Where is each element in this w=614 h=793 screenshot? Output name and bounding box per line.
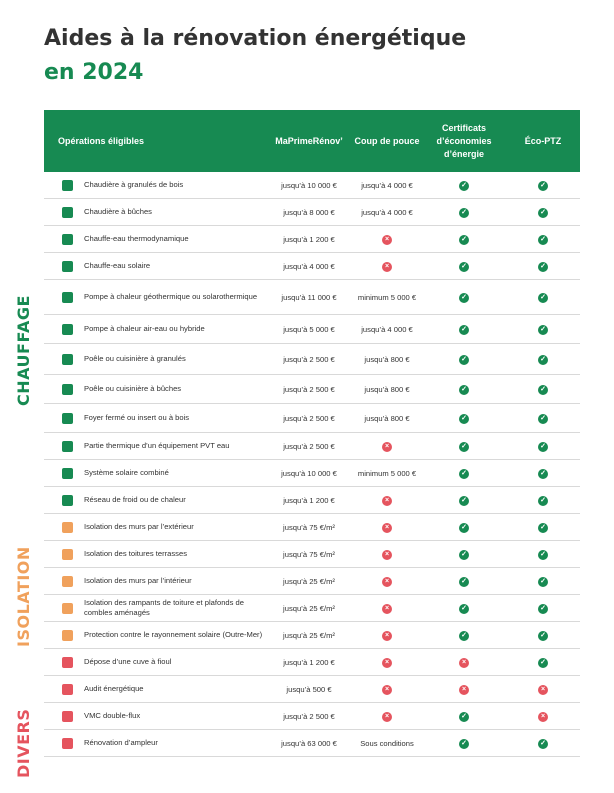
- cross-icon: ×: [382, 523, 392, 533]
- magnifier-icon: [50, 684, 84, 695]
- operation-label: Pompe à chaleur géothermique ou solarothermique: [84, 292, 258, 301]
- eco-ptz-cell: [506, 234, 580, 245]
- check-icon: ✓: [538, 181, 548, 191]
- category-chauffage: CHAUFFAGE: [14, 295, 33, 406]
- check-icon: ✓: [538, 414, 548, 424]
- operation-label: Chaudière à granulés de bois: [84, 180, 184, 189]
- cee-cell: [422, 384, 506, 395]
- check-icon: ✓: [538, 739, 548, 749]
- check-icon: ✓: [459, 604, 469, 614]
- check-icon: ✓: [459, 355, 469, 365]
- cee-cell: [422, 495, 506, 506]
- eco-ptz-cell: [506, 384, 580, 395]
- check-icon: ✓: [538, 523, 548, 533]
- table-row: [44, 622, 580, 649]
- operation-cell: [44, 207, 266, 218]
- cee-cell: [422, 630, 506, 641]
- pellet-boiler-icon: [50, 180, 84, 191]
- cee-cell: [422, 413, 506, 424]
- eco-ptz-cell: [506, 495, 580, 506]
- table-row: [44, 703, 580, 730]
- cross-icon: ×: [382, 550, 392, 560]
- table-header: [44, 110, 580, 172]
- eco-ptz-cell: [506, 354, 580, 365]
- ventilation-icon: [50, 711, 84, 722]
- table-row: [44, 172, 580, 199]
- operation-label: Pompe à chaleur air-eau ou hybride: [84, 324, 205, 333]
- eco-ptz-cell: [506, 261, 580, 272]
- cee-cell: [422, 180, 506, 191]
- eco-ptz-cell: [506, 324, 580, 335]
- operation-label: Isolation des murs par l’intérieur: [84, 576, 192, 585]
- table-row: [44, 487, 580, 514]
- mpr-cell: jusqu’à 5 000 €: [283, 324, 335, 334]
- check-icon: ✓: [538, 325, 548, 335]
- coup-de-pouce-cell: jusqu’à 4 000 €: [361, 207, 413, 217]
- eco-ptz-cell: [506, 468, 580, 479]
- operation-cell: [44, 261, 266, 272]
- solar-panel-icon: [50, 261, 84, 272]
- coup-de-pouce-cell: [352, 234, 422, 245]
- coup-de-pouce-cell: [352, 441, 422, 452]
- table-row: [44, 433, 580, 460]
- operation-label: Audit énergétique: [84, 684, 144, 693]
- table-row: [44, 595, 580, 622]
- cee-cell: [422, 549, 506, 560]
- table-row: [44, 404, 580, 433]
- mpr-cell: jusqu’à 2 500 €: [283, 384, 335, 394]
- cross-icon: ×: [382, 712, 392, 722]
- log-stove-icon: [50, 384, 84, 395]
- mpr-cell: jusqu’à 2 500 €: [283, 441, 335, 451]
- operation-cell: [44, 468, 266, 479]
- pellet-stove-icon: [50, 354, 84, 365]
- check-icon: ✓: [459, 181, 469, 191]
- operation-label: Poêle ou cuisinière à granulés: [84, 354, 186, 363]
- mpr-cell: jusqu’à 1 200 €: [283, 495, 335, 505]
- operation-cell: [44, 441, 266, 452]
- eco-ptz-cell: [506, 549, 580, 560]
- eco-ptz-cell: [506, 630, 580, 641]
- mpr-cell: jusqu’à 1 200 €: [283, 657, 335, 667]
- fan-icon: [50, 324, 84, 335]
- sun-icon: [50, 630, 84, 641]
- operation-cell: [44, 711, 266, 722]
- cee-cell: [422, 738, 506, 749]
- pvt-panel-icon: [50, 441, 84, 452]
- operation-cell: [44, 738, 266, 749]
- cross-icon: ×: [382, 235, 392, 245]
- operation-label: Isolation des murs par l’extérieur: [84, 522, 194, 531]
- eco-ptz-cell: [506, 711, 580, 722]
- check-icon: ✓: [459, 496, 469, 506]
- operation-label: Chaudière à bûches: [84, 207, 152, 216]
- cross-icon: ×: [382, 631, 392, 641]
- cee-cell: [422, 576, 506, 587]
- check-icon: ✓: [459, 293, 469, 303]
- check-icon: ✓: [538, 355, 548, 365]
- operation-cell: [44, 549, 266, 560]
- eco-ptz-cell: [506, 180, 580, 191]
- cee-cell: [422, 261, 506, 272]
- operation-cell: [44, 598, 266, 618]
- table-row: [44, 280, 580, 315]
- wall-insulation-icon: [50, 576, 84, 587]
- operation-cell: [44, 576, 266, 587]
- check-icon: ✓: [538, 262, 548, 272]
- check-icon: ✓: [538, 469, 548, 479]
- cee-cell: [422, 657, 506, 668]
- mpr-cell: jusqu’à 500 €: [286, 684, 332, 694]
- check-icon: ✓: [538, 385, 548, 395]
- check-icon: ✓: [538, 631, 548, 641]
- mpr-cell: jusqu’à 63 000 €: [281, 738, 337, 748]
- operation-label: Rénovation d’ampleur: [84, 738, 158, 747]
- mpr-cell: jusqu’à 8 000 €: [283, 207, 335, 217]
- coup-de-pouce-cell: jusqu’à 4 000 €: [361, 324, 413, 334]
- operation-cell: [44, 292, 266, 303]
- cee-cell: [422, 354, 506, 365]
- title-line-1: Aides à la rénovation énergétique: [44, 26, 467, 51]
- eco-ptz-cell: [506, 657, 580, 668]
- operation-label: Foyer fermé ou insert ou à bois: [84, 413, 190, 422]
- table-row: [44, 253, 580, 280]
- check-icon: ✓: [538, 604, 548, 614]
- header-mpr: MaPrimeRénov’: [275, 135, 343, 146]
- coup-de-pouce-cell: [352, 261, 422, 272]
- check-icon: ✓: [538, 577, 548, 587]
- cee-cell: [422, 207, 506, 218]
- mpr-cell: jusqu’à 25 €/m²: [283, 576, 335, 586]
- cross-icon: ×: [382, 442, 392, 452]
- mpr-cell: jusqu’à 2 500 €: [283, 354, 335, 364]
- header-cee: Certificats d’économies d’énergie: [436, 122, 492, 159]
- check-icon: ✓: [538, 550, 548, 560]
- operation-cell: [44, 630, 266, 641]
- cross-icon: ×: [382, 658, 392, 668]
- check-icon: ✓: [538, 442, 548, 452]
- solar-system-icon: [50, 468, 84, 479]
- check-icon: ✓: [459, 414, 469, 424]
- operation-label: Isolation des rampants de toiture et plafonds de combles aménagés: [84, 598, 244, 617]
- coup-de-pouce-cell: [352, 684, 422, 695]
- check-icon: ✓: [459, 550, 469, 560]
- operation-label: Dépose d’une cuve à fioul: [84, 657, 172, 666]
- heat-pump-icon: [50, 292, 84, 303]
- coup-de-pouce-cell: jusqu’à 800 €: [364, 413, 410, 423]
- mpr-cell: jusqu’à 25 €/m²: [283, 603, 335, 613]
- cross-icon: ×: [538, 685, 548, 695]
- coup-de-pouce-cell: Sous conditions: [360, 738, 414, 748]
- aides-table: [44, 110, 580, 757]
- mpr-cell: jusqu’à 75 €/m²: [283, 549, 335, 559]
- check-icon: ✓: [459, 208, 469, 218]
- operation-label: Chauffe-eau thermodynamique: [84, 234, 189, 243]
- roof-insulation-icon: [50, 549, 84, 560]
- mpr-cell: jusqu’à 10 000 €: [281, 180, 337, 190]
- table-row: [44, 460, 580, 487]
- check-icon: ✓: [538, 496, 548, 506]
- eco-ptz-cell: [506, 576, 580, 587]
- table-row: [44, 375, 580, 404]
- table-row: [44, 649, 580, 676]
- oil-drops-icon: [50, 657, 84, 668]
- check-icon: ✓: [459, 469, 469, 479]
- coup-de-pouce-cell: [352, 495, 422, 506]
- category-divers: DIVERS: [14, 708, 33, 778]
- house-renovation-icon: [50, 738, 84, 749]
- coup-de-pouce-cell: [352, 576, 422, 587]
- coup-de-pouce-cell: [352, 630, 422, 641]
- check-icon: ✓: [459, 442, 469, 452]
- coup-de-pouce-cell: [352, 549, 422, 560]
- operation-label: Isolation des toitures terrasses: [84, 549, 187, 558]
- coup-de-pouce-cell: minimum 5 000 €: [357, 292, 417, 302]
- table-row: [44, 541, 580, 568]
- operation-cell: [44, 324, 266, 335]
- operation-cell: [44, 684, 266, 695]
- coup-de-pouce-cell: minimum 5 000 €: [357, 468, 417, 478]
- operation-label: Chauffe-eau solaire: [84, 261, 151, 270]
- check-icon: ✓: [459, 577, 469, 587]
- operation-label: Poêle ou cuisinière à bûches: [84, 384, 182, 393]
- operation-cell: [44, 495, 266, 506]
- check-icon: ✓: [459, 712, 469, 722]
- operation-cell: [44, 234, 266, 245]
- cee-cell: [422, 292, 506, 303]
- operation-cell: [44, 522, 266, 533]
- cross-icon: ×: [382, 604, 392, 614]
- coup-de-pouce-cell: [352, 657, 422, 668]
- pipe-network-icon: [50, 495, 84, 506]
- check-icon: ✓: [459, 739, 469, 749]
- coup-de-pouce-cell: jusqu’à 800 €: [364, 354, 410, 364]
- table-row: [44, 226, 580, 253]
- table-row: [44, 199, 580, 226]
- eco-ptz-cell: [506, 207, 580, 218]
- cee-cell: [422, 468, 506, 479]
- mpr-cell: jusqu’à 11 000 €: [281, 292, 337, 302]
- check-icon: ✓: [459, 235, 469, 245]
- cee-cell: [422, 324, 506, 335]
- check-icon: ✓: [459, 325, 469, 335]
- mpr-cell: jusqu’à 4 000 €: [283, 261, 335, 271]
- mpr-cell: jusqu’à 75 €/m²: [283, 522, 335, 532]
- coup-de-pouce-cell: jusqu’à 800 €: [364, 384, 410, 394]
- check-icon: ✓: [538, 293, 548, 303]
- cross-icon: ×: [382, 496, 392, 506]
- check-icon: ✓: [538, 208, 548, 218]
- header-coup-de-pouce: Coup de pouce: [354, 135, 420, 146]
- cee-cell: [422, 441, 506, 452]
- coup-de-pouce-cell: jusqu’à 4 000 €: [361, 180, 413, 190]
- cross-icon: ×: [382, 685, 392, 695]
- cee-cell: [422, 603, 506, 614]
- mpr-cell: jusqu’à 25 €/m²: [283, 630, 335, 640]
- table-body: [44, 172, 580, 757]
- operation-label: Protection contre le rayonnement solaire (Outre-Mer): [84, 630, 263, 639]
- check-icon: ✓: [459, 631, 469, 641]
- operation-cell: [44, 384, 266, 395]
- table-row: [44, 676, 580, 703]
- cee-cell: [422, 522, 506, 533]
- operation-label: Système solaire combiné: [84, 468, 169, 477]
- check-icon: ✓: [459, 262, 469, 272]
- header-operations: Opérations éligibles: [58, 135, 145, 146]
- coup-de-pouce-cell: [352, 603, 422, 614]
- header-eco-ptz: Éco-PTZ: [524, 135, 562, 146]
- mpr-cell: jusqu’à 2 500 €: [283, 711, 335, 721]
- eco-ptz-cell: [506, 413, 580, 424]
- mpr-cell: jusqu’à 2 500 €: [283, 413, 335, 423]
- attic-insulation-icon: [50, 603, 84, 614]
- cross-icon: ×: [459, 685, 469, 695]
- coup-de-pouce-cell: [352, 522, 422, 533]
- mpr-cell: jusqu’à 1 200 €: [283, 234, 335, 244]
- operation-cell: [44, 413, 266, 424]
- check-icon: ✓: [538, 235, 548, 245]
- table-row: [44, 344, 580, 375]
- fireplace-icon: [50, 413, 84, 424]
- category-isolation: ISOLATION: [14, 546, 33, 647]
- log-boiler-icon: [50, 207, 84, 218]
- check-icon: ✓: [459, 385, 469, 395]
- cross-icon: ×: [538, 712, 548, 722]
- page-title: [44, 22, 466, 90]
- cee-cell: [422, 684, 506, 695]
- house-insulation-icon: [50, 522, 84, 533]
- coup-de-pouce-cell: [352, 711, 422, 722]
- table-row: [44, 730, 580, 757]
- eco-ptz-cell: [506, 603, 580, 614]
- cross-icon: ×: [459, 658, 469, 668]
- eco-ptz-cell: [506, 522, 580, 533]
- operation-cell: [44, 180, 266, 191]
- eco-ptz-cell: [506, 292, 580, 303]
- eco-ptz-cell: [506, 684, 580, 695]
- table-row: [44, 315, 580, 344]
- operation-label: Partie thermique d’un équipement PVT eau: [84, 441, 230, 450]
- table-row: [44, 514, 580, 541]
- operation-label: VMC double-flux: [84, 711, 141, 720]
- water-heater-icon: [50, 234, 84, 245]
- cross-icon: ×: [382, 262, 392, 272]
- mpr-cell: jusqu’à 10 000 €: [281, 468, 337, 478]
- title-line-2: en 2024: [44, 60, 144, 85]
- cee-cell: [422, 234, 506, 245]
- operation-label: Réseau de froid ou de chaleur: [84, 495, 186, 504]
- operation-cell: [44, 657, 266, 668]
- cee-cell: [422, 711, 506, 722]
- operation-cell: [44, 354, 266, 365]
- cross-icon: ×: [382, 577, 392, 587]
- check-icon: ✓: [459, 523, 469, 533]
- table-row: [44, 568, 580, 595]
- eco-ptz-cell: [506, 738, 580, 749]
- check-icon: ✓: [538, 658, 548, 668]
- eco-ptz-cell: [506, 441, 580, 452]
